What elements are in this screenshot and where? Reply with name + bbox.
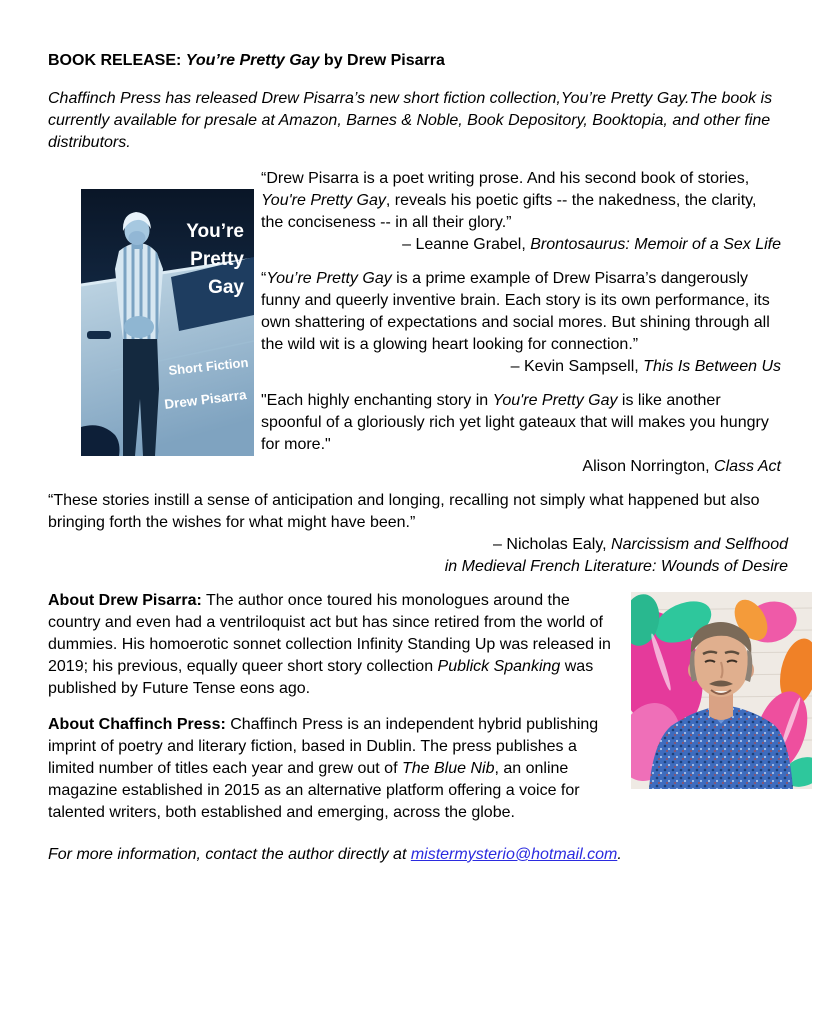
quote-text-segment: “ (261, 270, 267, 287)
cover-and-quotes-row (48, 168, 788, 478)
cover-subtitle: Short Fiction (167, 354, 250, 378)
quote-attribution (261, 456, 781, 478)
intro-paragraph: Chaffinch Press has released Drew Pisarra’s new short fiction collection,You’re Pretty Gay.The book is currently available for presale at Amazon, Barnes & Noble, Book Depository, Booktopia, and other fine distributors. (48, 90, 773, 151)
cover-author: Drew Pisarra (163, 387, 248, 412)
quote-text: “These stories instill a sense of anticipation and longing, recalling not simply what happened but also bringing forth the wishes for what might have been.” (48, 492, 760, 531)
cover-title-line-1: You’re (186, 221, 244, 242)
cover-title-line-3: Gay (208, 277, 244, 298)
quote-attribution (261, 356, 781, 378)
quote-book-title: You’re Pretty Gay (266, 270, 392, 287)
page-title (48, 50, 788, 72)
quote-block-ealy (48, 490, 788, 578)
quote-text-segment: , reveals his poetic gifts -- the nakedness, the clarity, the conciseness -- in all their glory.” (261, 192, 757, 231)
about-author-text-end: was published by Future Tense eons ago. (48, 658, 594, 697)
about-author-text: The author once toured his monologues around the country and even had a ventriloquist act but has since retired from the world of dummies. His homoerotic sonnet collection Infinity Standing Up was released in 2019; his previous, equally queer short story collection (48, 592, 611, 675)
quote-text-segment: “Drew Pisarra is a poet writing prose. And his second book of stories, (261, 170, 750, 187)
attribution-work: This Is Between Us (643, 358, 781, 375)
quote-block-sampsell (261, 268, 781, 378)
about-section (48, 590, 788, 824)
quote-text-segment: is like another spoonful of a gloriously rich yet light gateaux that will makes you hungry for more." (261, 392, 769, 453)
quote-attribution (48, 534, 788, 578)
quotes-column (261, 168, 781, 478)
about-press-text-end: , an online magazine established in 2015 as an alternative platform offering a voice for talented writers, both established and emerging, across the globe. (48, 760, 580, 821)
quote-book-title: You're Pretty Gay (261, 192, 386, 209)
quote-text (261, 168, 781, 234)
about-press-magazine-title: The Blue Nib (401, 760, 495, 777)
author-photo-image (631, 592, 812, 789)
quote-text-segment: "Each highly enchanting story in (261, 392, 493, 409)
about-author-label: About Drew Pisarra: (48, 592, 202, 609)
about-author-book-title: Publick Spanking (437, 658, 561, 675)
quote-block-norrington (261, 390, 781, 478)
attribution-work: Class Act (714, 458, 781, 475)
about-press-label: About Chaffinch Press: (48, 716, 226, 733)
attribution-work: Narcissism and Selfhood (611, 536, 788, 553)
email-link[interactable]: mistermysterio@hotmail.com (410, 846, 618, 863)
contact-line (48, 844, 788, 866)
quote-attribution (261, 234, 781, 256)
attribution-name: – Kevin Sampsell, (510, 358, 644, 375)
title-label: BOOK RELEASE: (48, 52, 186, 69)
contact-text-end: . (617, 846, 622, 863)
title-byline: by Drew Pisarra (319, 52, 445, 69)
quote-text-segment: is a prime example of Drew Pisarra’s dangerously funny and queerly inventive brain. Each story is its own performance, its own shattering of expectations and social mores. But shining through all the wild wit is a glowing heart looking for connection.” (261, 270, 770, 353)
quote-block-grabel (261, 168, 781, 256)
attribution-name: – Nicholas Ealy, (493, 536, 612, 553)
attribution-work-line2: in Medieval French Literature: Wounds of Desire (444, 558, 788, 575)
cover-title-line-2: Pretty (190, 249, 244, 270)
book-cover-image (81, 189, 254, 456)
title-book-name: You’re Pretty Gay (185, 52, 320, 69)
attribution-name: Alison Norrington, (582, 458, 715, 475)
attribution-name: – Leanne Grabel, (402, 236, 531, 253)
attribution-work: Brontosaurus: Memoir of a Sex Life (530, 236, 781, 253)
quote-text (261, 268, 781, 356)
quote-text (261, 390, 781, 456)
contact-text: For more information, contact the author directly at (48, 846, 411, 863)
quote-book-title: You're Pretty Gay (492, 392, 618, 409)
about-press-text: Chaffinch Press is an independent hybrid publishing imprint of poetry and literary fiction, based in Dublin. The press publishes a limited number of titles each year and grew out of (48, 716, 599, 777)
